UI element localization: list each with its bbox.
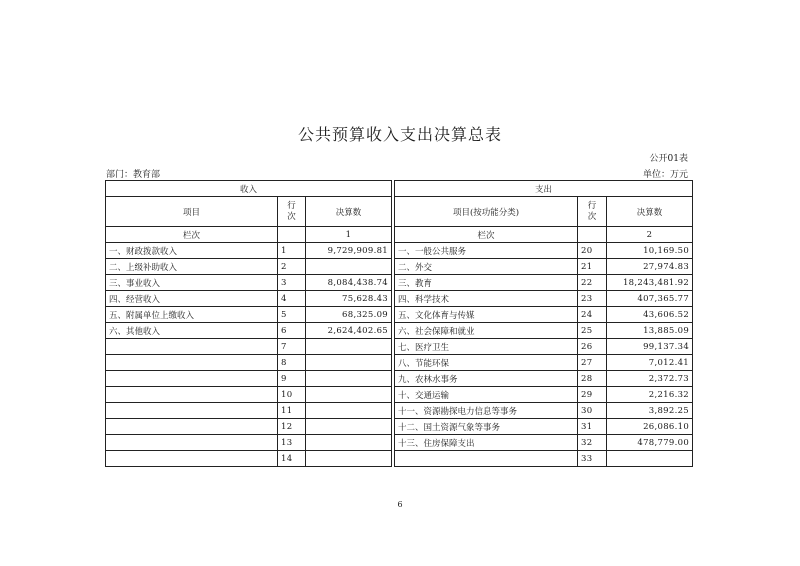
income-amount-cell (306, 435, 392, 451)
expense-line-cell: 20 (578, 243, 607, 259)
income-amount-cell (306, 419, 392, 435)
table-row (106, 355, 693, 371)
income-amount-cell (306, 371, 392, 387)
table-row (106, 291, 693, 307)
expense-line-cell: 32 (578, 435, 607, 451)
expense-amount-cell: 13,885.09 (607, 323, 693, 339)
income-line-cell: 5 (278, 307, 306, 323)
expense-item-cell: 九、农林水事务 (395, 371, 578, 387)
expense-line-cell: 23 (578, 291, 607, 307)
income-amount-cell: 75,628.43 (306, 291, 392, 307)
expense-line-cell: 25 (578, 323, 607, 339)
expense-amount-cell: 26,086.10 (607, 419, 693, 435)
income-amount-cell (306, 339, 392, 355)
expense-line-cell: 30 (578, 403, 607, 419)
expense-amount-header: 决算数 (607, 197, 693, 227)
expense-line-cell: 21 (578, 259, 607, 275)
expense-amount-cell: 27,974.83 (607, 259, 693, 275)
income-line-cell: 4 (278, 291, 306, 307)
income-column-number: 1 (306, 227, 392, 243)
expense-item-cell: 八、节能环保 (395, 355, 578, 371)
expense-amount-cell: 7,012.41 (607, 355, 693, 371)
income-amount-cell: 2,624,402.65 (306, 323, 392, 339)
table-row (106, 339, 693, 355)
income-line-cell: 3 (278, 275, 306, 291)
table-row (106, 275, 693, 291)
income-item-cell (106, 435, 278, 451)
expense-item-cell: 十二、国土资源气象等事务 (395, 419, 578, 435)
table-row (106, 307, 693, 323)
expense-line-header (578, 197, 607, 227)
income-item-cell (106, 451, 278, 467)
income-line-cell: 13 (278, 435, 306, 451)
income-line-header (278, 197, 306, 227)
income-line-cell: 8 (278, 355, 306, 371)
income-item-cell: 一、财政拨款收入 (106, 243, 278, 259)
page-number: 6 (397, 500, 403, 509)
table-row (106, 259, 693, 275)
table-row (106, 243, 693, 259)
income-line-cell: 2 (278, 259, 306, 275)
expense-item-cell: 二、外交 (395, 259, 578, 275)
income-item-cell (106, 371, 278, 387)
income-amount-cell (306, 403, 392, 419)
expense-amount-cell: 2,372.73 (607, 371, 693, 387)
income-item-cell (106, 403, 278, 419)
column-order-row (106, 227, 693, 243)
expense-amount-cell: 18,243,481.92 (607, 275, 693, 291)
expense-line-cell: 31 (578, 419, 607, 435)
expense-item-cell: 十三、住房保障支出 (395, 435, 578, 451)
income-line-cell: 12 (278, 419, 306, 435)
income-line-cell: 1 (278, 243, 306, 259)
income-line-cell: 6 (278, 323, 306, 339)
table-row (106, 419, 693, 435)
table-row (106, 323, 693, 339)
unit-label: 单位：万元 (642, 170, 688, 180)
income-item-cell: 五、附属单位上缴收入 (106, 307, 278, 323)
income-item-cell (106, 419, 278, 435)
income-amount-header: 决算数 (306, 197, 392, 227)
expense-item-cell: 十一、资源勘探电力信息等事务 (395, 403, 578, 419)
table-row (106, 451, 693, 467)
budget-table (105, 180, 693, 467)
expense-column-order-label: 栏次 (395, 227, 578, 243)
expense-column-number: 2 (607, 227, 693, 243)
expense-line-cell: 27 (578, 355, 607, 371)
income-line-cell: 9 (278, 371, 306, 387)
expense-item-cell: 十、交通运输 (395, 387, 578, 403)
expense-amount-cell: 2,216.32 (607, 387, 693, 403)
line-header-top: 行 (587, 200, 597, 211)
income-item-cell: 六、其他收入 (106, 323, 278, 339)
income-item-cell: 四、经营收入 (106, 291, 278, 307)
expense-column-order-line (578, 227, 607, 243)
income-item-header: 项目 (106, 197, 278, 227)
table-row (106, 387, 693, 403)
form-number: 公开01表 (649, 154, 688, 164)
income-line-cell: 10 (278, 387, 306, 403)
expense-amount-cell (607, 451, 693, 467)
income-line-cell: 14 (278, 451, 306, 467)
department-label: 部门：教育部 (106, 170, 161, 180)
report-title: 公共预算收入支出决算总表 (297, 125, 502, 144)
column-header-row (106, 197, 693, 227)
income-amount-cell (306, 451, 392, 467)
expense-amount-cell: 99,137.34 (607, 339, 693, 355)
income-amount-cell: 68,325.09 (306, 307, 392, 323)
income-item-cell: 二、上级补助收入 (106, 259, 278, 275)
expense-item-cell: 五、文化体育与传媒 (395, 307, 578, 323)
expense-item-cell: 一、一般公共服务 (395, 243, 578, 259)
table-row (106, 403, 693, 419)
expense-amount-cell: 3,892.25 (607, 403, 693, 419)
expense-item-cell: 七、医疗卫生 (395, 339, 578, 355)
expense-amount-cell: 10,169.50 (607, 243, 693, 259)
expense-line-cell: 24 (578, 307, 607, 323)
income-amount-cell (306, 355, 392, 371)
expense-amount-cell: 43,606.52 (607, 307, 693, 323)
income-line-cell: 7 (278, 339, 306, 355)
table-row (106, 371, 693, 387)
income-item-cell (106, 339, 278, 355)
income-item-cell (106, 355, 278, 371)
table-row (106, 435, 693, 451)
income-amount-cell (306, 259, 392, 275)
income-line-cell: 11 (278, 403, 306, 419)
income-item-cell (106, 387, 278, 403)
line-header-bottom: 次 (287, 211, 296, 222)
line-header-top: 行 (287, 200, 296, 211)
expense-amount-cell: 478,779.00 (607, 435, 693, 451)
income-amount-cell (306, 387, 392, 403)
table-body (106, 181, 693, 467)
income-section-header: 收入 (106, 181, 392, 197)
income-amount-cell: 9,729,909.81 (306, 243, 392, 259)
income-column-order-label: 栏次 (106, 227, 278, 243)
expense-item-cell: 六、社会保障和就业 (395, 323, 578, 339)
line-header-bottom: 次 (587, 211, 597, 222)
expense-line-cell: 22 (578, 275, 607, 291)
expense-item-header: 项目(按功能分类) (395, 197, 578, 227)
expense-line-cell: 28 (578, 371, 607, 387)
expense-section-header: 支出 (395, 181, 693, 197)
section-header-row (106, 181, 693, 197)
income-item-cell: 三、事业收入 (106, 275, 278, 291)
expense-line-cell: 29 (578, 387, 607, 403)
expense-item-cell: 三、教育 (395, 275, 578, 291)
expense-line-cell: 33 (578, 451, 607, 467)
income-column-order-line (278, 227, 306, 243)
expense-item-cell: 四、科学技术 (395, 291, 578, 307)
expense-line-cell: 26 (578, 339, 607, 355)
expense-amount-cell: 407,365.77 (607, 291, 693, 307)
income-amount-cell: 8,084,438.74 (306, 275, 392, 291)
expense-item-cell (395, 451, 578, 467)
